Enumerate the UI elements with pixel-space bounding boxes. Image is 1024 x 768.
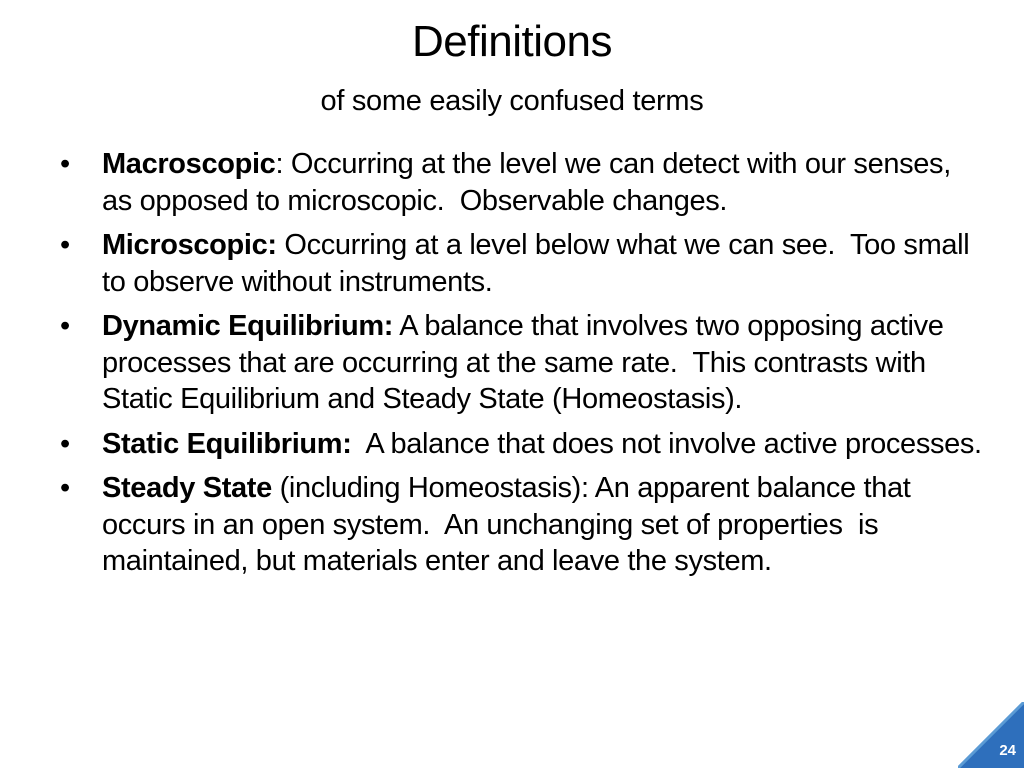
definition-term: Macroscopic (102, 148, 276, 180)
definition-term: Dynamic Equilibrium: (102, 310, 394, 342)
definition-item-dynamic-equilibrium (56, 308, 984, 418)
definition-term: Steady State (102, 472, 272, 504)
definition-term: Microscopic: (102, 229, 277, 261)
bullet-icon: • (60, 148, 70, 180)
definition-text: Occurring at a level below what we can see. Too small to observe without instruments. (102, 229, 970, 298)
slide-subtitle: of some easily confused terms (320, 85, 704, 117)
definition-list (56, 146, 984, 588)
definition-term: Static Equilibrium: (102, 427, 352, 460)
bullet-icon: • (60, 229, 70, 261)
bullet-icon: • (60, 310, 70, 342)
slide-title: Definitions (412, 17, 612, 66)
page-number: 24 (999, 742, 1016, 759)
definition-text: : Occurring at the level we can detect with our senses, as opposed to microscopic. Observable changes. (102, 148, 951, 217)
definition-text: A balance that does not involve active processes. (351, 427, 982, 460)
definition-text: A balance that involves two opposing active processes that are occurring at the same rate. This contrasts with Static Equilibrium and Steady State (Homeostasis). (102, 310, 944, 415)
definition-text: (including Homeostasis): An apparent balance that occurs in an open system. An unchanging set of properties is maintained, but materials enter and leave the system. (102, 472, 911, 577)
definition-item-steady-state (56, 470, 984, 580)
definition-item-microscopic (56, 227, 984, 300)
definition-item-static-equilibrium (56, 426, 984, 463)
definition-item-macroscopic (56, 146, 984, 219)
bullet-icon: • (60, 427, 70, 460)
bullet-icon: • (60, 472, 70, 504)
